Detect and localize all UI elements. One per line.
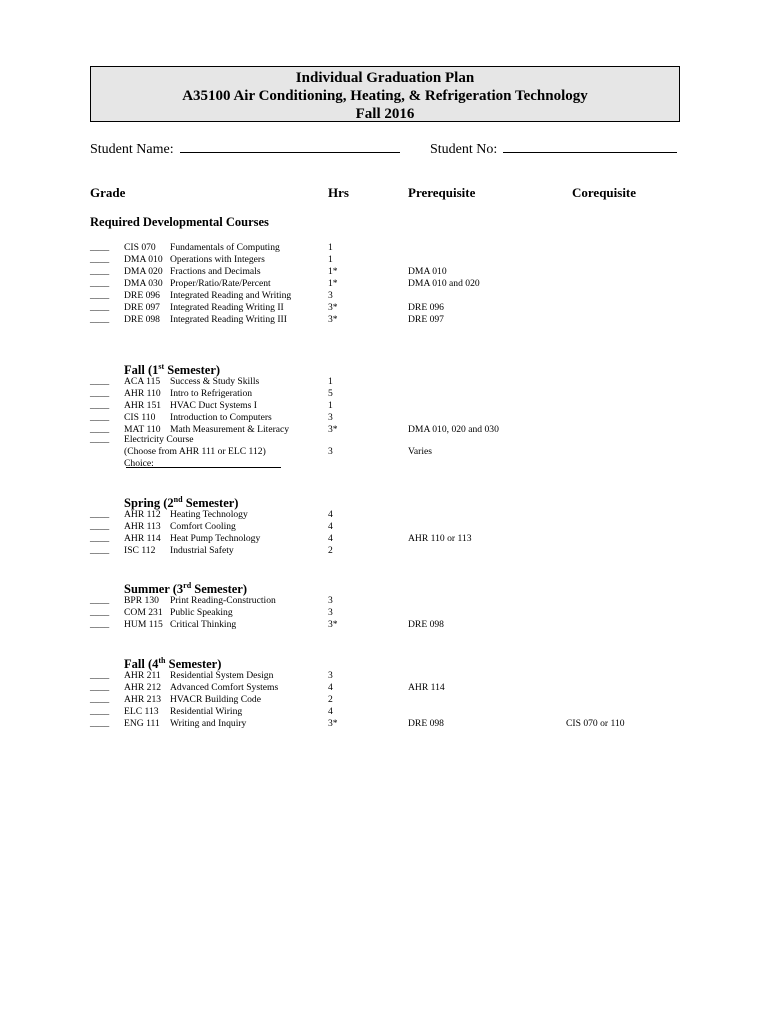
course-title: Integrated Reading Writing III <box>170 314 287 325</box>
grade-blank[interactable]: ____ <box>90 412 110 423</box>
table-row <box>0 302 770 314</box>
table-row <box>0 314 770 326</box>
grade-blank[interactable]: ____ <box>90 400 110 411</box>
table-row <box>0 458 770 470</box>
course-hrs: 1 <box>328 376 333 387</box>
course-hrs: 3 <box>328 595 333 606</box>
course-hrs: 4 <box>328 706 333 717</box>
course-code: DMA 030 <box>124 278 163 289</box>
course-title: Intro to Refrigeration <box>170 388 253 399</box>
course-code: AHR 113 <box>124 521 161 532</box>
section-title-sup: th <box>158 656 166 665</box>
course-title: Heating Technology <box>170 509 248 520</box>
grade-blank[interactable]: ____ <box>90 290 110 301</box>
course-code: AHR 211 <box>124 670 161 681</box>
course-hrs: 4 <box>328 533 333 544</box>
course-hrs: 3 <box>328 446 333 457</box>
course-title: Comfort Cooling <box>170 521 236 532</box>
grade-blank[interactable]: ____ <box>90 706 110 717</box>
course-title: Integrated Reading Writing II <box>170 302 284 313</box>
table-row <box>0 670 770 682</box>
header-box <box>90 66 680 122</box>
course-title: Residential Wiring <box>170 706 243 717</box>
grade-blank[interactable]: ____ <box>90 302 110 313</box>
grade-blank[interactable]: ____ <box>90 376 110 387</box>
table-row <box>0 521 770 533</box>
table-row <box>0 619 770 631</box>
student-name-row <box>90 139 400 158</box>
course-hrs: 1 <box>328 242 333 253</box>
grade-blank[interactable]: ____ <box>90 521 110 532</box>
course-code: AHR 213 <box>124 694 162 705</box>
student-name-field[interactable] <box>180 139 400 153</box>
section-title-text: Summer (3 <box>124 582 184 597</box>
course-hrs: 2 <box>328 545 333 556</box>
table-row <box>0 376 770 388</box>
course-prerequisite: DMA 010, 020 and 030 <box>408 424 499 435</box>
course-title: Writing and Inquiry <box>170 718 247 729</box>
course-title: Success & Study Skills <box>170 376 260 387</box>
course-prerequisite: DRE 096 <box>408 302 444 313</box>
course-code: ENG 111 <box>124 718 160 729</box>
table-row <box>0 545 770 557</box>
course-title: Fundamentals of Computing <box>170 242 280 253</box>
grade-blank[interactable]: ____ <box>90 434 110 445</box>
course-title: Advanced Comfort Systems <box>170 682 279 693</box>
table-row <box>0 434 770 446</box>
term-title: Fall 2016 <box>355 106 415 122</box>
course-hrs: 4 <box>328 509 333 520</box>
course-title: HVAC Duct Systems I <box>170 400 257 411</box>
table-row <box>0 682 770 694</box>
table-row <box>0 278 770 290</box>
grade-blank[interactable]: ____ <box>90 242 110 253</box>
course-prerequisite: DMA 010 and 020 <box>408 278 480 289</box>
course-code: DMA 010 <box>124 254 163 265</box>
grade-blank[interactable]: ____ <box>90 314 110 325</box>
course-code: DRE 097 <box>124 302 160 313</box>
grade-blank[interactable]: ____ <box>90 595 110 606</box>
table-row <box>0 290 770 302</box>
course-title: Public Speaking <box>170 607 233 618</box>
course-code: AHR 110 <box>124 388 161 399</box>
table-row <box>0 242 770 254</box>
choice-label: Choice: <box>124 458 154 469</box>
grade-blank[interactable]: ____ <box>90 607 110 618</box>
course-hrs: 1 <box>328 400 333 411</box>
course-hrs: 3* <box>328 619 338 630</box>
course-code: COM 231 <box>124 607 163 618</box>
grade-blank[interactable]: ____ <box>90 278 110 289</box>
program-title: A35100 Air Conditioning, Heating, & Refrigeration Technology <box>182 88 588 104</box>
grade-column-header: Grade <box>90 185 126 200</box>
grade-blank[interactable]: ____ <box>90 718 110 729</box>
elective-choose-text: (Choose from AHR 111 or ELC 112) <box>124 446 266 457</box>
grade-blank[interactable]: ____ <box>90 682 110 693</box>
course-title: Industrial Safety <box>170 545 234 556</box>
course-hrs: 3* <box>328 302 338 313</box>
course-code: ISC 112 <box>124 545 156 556</box>
course-title: Introduction to Computers <box>170 412 272 423</box>
course-code: MAT 110 <box>124 424 161 435</box>
course-title: Fractions and Decimals <box>170 266 261 277</box>
course-title: Math Measurement & Literacy <box>170 424 290 435</box>
course-hrs: 1 <box>328 254 333 265</box>
student-no-row <box>430 139 677 158</box>
course-title: Proper/Ratio/Rate/Percent <box>170 278 271 289</box>
course-code: BPR 130 <box>124 595 159 606</box>
grade-blank[interactable]: ____ <box>90 545 110 556</box>
course-prerequisite: DMA 010 <box>408 266 447 277</box>
section-title-text: Semester) <box>165 657 222 672</box>
table-row <box>0 400 770 412</box>
course-code: DRE 098 <box>124 314 160 325</box>
course-hrs: 1* <box>328 278 338 289</box>
table-row <box>0 412 770 424</box>
grade-blank[interactable]: ____ <box>90 424 110 435</box>
course-hrs: 4 <box>328 682 333 693</box>
table-row <box>0 388 770 400</box>
course-prerequisite: DRE 098 <box>408 718 444 729</box>
corequisite-column-header: Corequisite <box>572 185 637 200</box>
student-name-label: Student Name: <box>90 142 174 157</box>
course-title: HVACR Building Code <box>170 694 261 705</box>
table-row <box>0 607 770 619</box>
course-code: CIS 110 <box>124 412 156 423</box>
course-code: ELC 113 <box>124 706 159 717</box>
course-code: AHR 112 <box>124 509 161 520</box>
table-row <box>0 446 770 458</box>
course-code: AHR 212 <box>124 682 162 693</box>
course-prerequisite: AHR 114 <box>408 682 445 693</box>
hrs-column-header: Hrs <box>328 185 349 200</box>
course-hrs: 3* <box>328 314 338 325</box>
table-row <box>0 706 770 718</box>
grade-blank[interactable]: ____ <box>90 694 110 705</box>
course-prerequisite: AHR 110 or 113 <box>408 533 472 544</box>
course-title: Operations with Integers <box>170 254 265 265</box>
section-title-sup: st <box>158 362 165 371</box>
table-row <box>0 694 770 706</box>
grade-blank[interactable]: ____ <box>90 254 110 265</box>
section-title-sup: rd <box>183 581 192 590</box>
elective-label: Electricity Course <box>124 434 194 445</box>
course-hrs: 3 <box>328 607 333 618</box>
student-no-field[interactable] <box>503 139 677 153</box>
course-title: Print Reading-Construction <box>170 595 276 606</box>
course-code: AHR 114 <box>124 533 161 544</box>
course-hrs: 1* <box>328 266 338 277</box>
section-title-text: Semester) <box>164 363 221 378</box>
course-code: DMA 020 <box>124 266 163 277</box>
doc-title: Individual Graduation Plan <box>295 70 475 86</box>
table-row <box>0 533 770 545</box>
course-corequisite: CIS 070 or 110 <box>566 718 625 729</box>
course-hrs: 4 <box>328 521 333 532</box>
table-row <box>0 718 770 730</box>
section-title-text: Fall (4 <box>124 657 159 672</box>
course-hrs: 3 <box>328 290 333 301</box>
section-title-text: Fall (1 <box>124 363 159 378</box>
course-title: Heat Pump Technology <box>170 533 261 544</box>
section-title-text: Semester) <box>182 496 239 511</box>
section-title-text: Semester) <box>191 582 248 597</box>
grade-blank[interactable]: ____ <box>90 533 110 544</box>
course-prerequisite: DRE 098 <box>408 619 444 630</box>
course-code: DRE 096 <box>124 290 160 301</box>
section-title-sup: nd <box>173 495 183 504</box>
course-code: ACA 115 <box>124 376 161 387</box>
course-hrs: 3* <box>328 718 338 729</box>
course-hrs: 3* <box>328 424 338 435</box>
course-code: AHR 151 <box>124 400 162 411</box>
course-title: Residential System Design <box>170 670 274 681</box>
table-row <box>0 266 770 278</box>
grade-blank[interactable]: ____ <box>90 388 110 399</box>
section-title-developmental: Required Developmental Courses <box>90 215 269 229</box>
grade-blank[interactable]: ____ <box>90 509 110 520</box>
course-code: CIS 070 <box>124 242 156 253</box>
grade-blank[interactable]: ____ <box>90 266 110 277</box>
prerequisite-column-header: Prerequisite <box>408 185 476 200</box>
course-hrs: 2 <box>328 694 333 705</box>
table-row <box>0 509 770 521</box>
choice-field[interactable] <box>126 458 281 468</box>
course-prerequisite: Varies <box>408 446 432 457</box>
grade-blank[interactable]: ____ <box>90 670 110 681</box>
course-hrs: 3 <box>328 412 333 423</box>
table-row <box>0 254 770 266</box>
course-hrs: 5 <box>328 388 333 399</box>
course-prerequisite: DRE 097 <box>408 314 444 325</box>
grade-blank[interactable]: ____ <box>90 619 110 630</box>
table-row <box>0 595 770 607</box>
student-no-label: Student No: <box>430 142 498 157</box>
section-title-text: Spring (2 <box>124 496 174 511</box>
course-code: HUM 115 <box>124 619 163 630</box>
course-title: Critical Thinking <box>170 619 237 630</box>
course-hrs: 3 <box>328 670 333 681</box>
course-title: Integrated Reading and Writing <box>170 290 292 301</box>
